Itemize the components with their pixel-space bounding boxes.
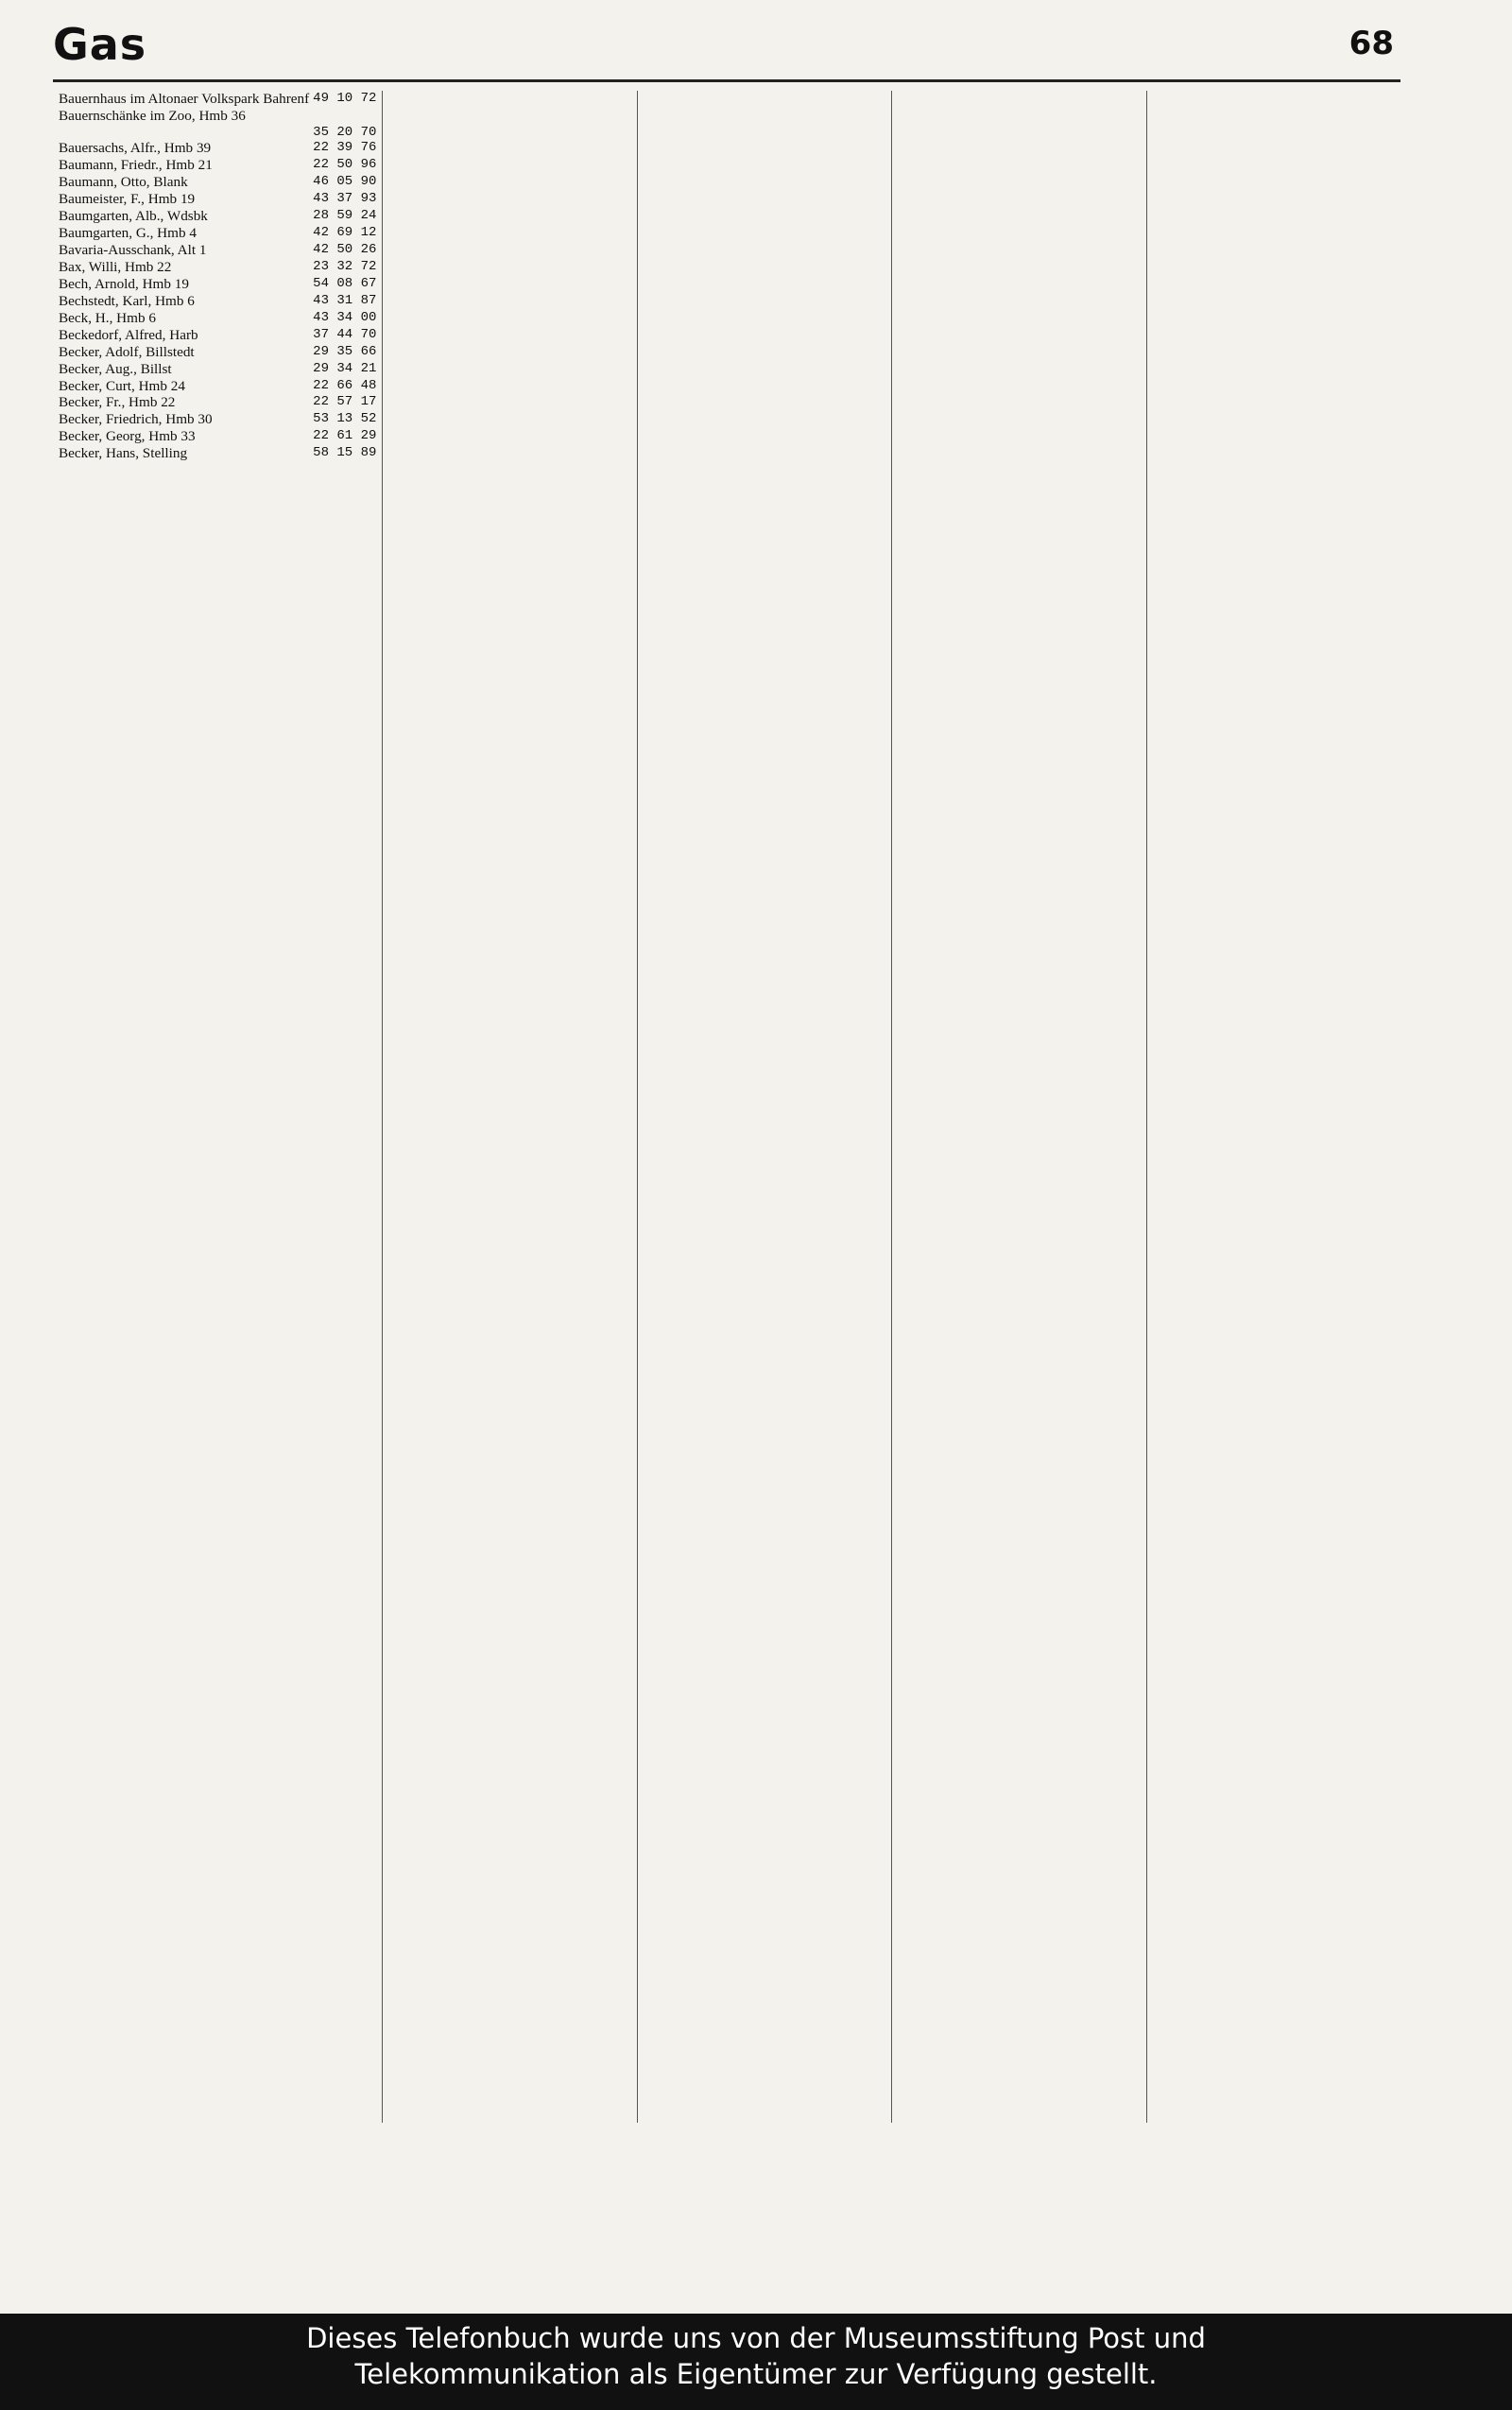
directory-entry [59,445,376,462]
entry-phone-number: 22 61 29 [313,428,377,444]
directory-entry [59,344,376,361]
directory-entry [59,108,376,140]
entry-phone-number: 43 31 87 [313,292,377,308]
entry-name: Baumann, Otto, Blank [59,174,188,191]
directory-entry [59,91,376,108]
entry-phone-number: 54 08 67 [313,275,377,291]
entry-phone-number: 43 34 00 [313,309,377,325]
directory-column-1 [53,91,382,2123]
entry-name: Bauernhaus im Altonaer Volkspark Bahrenf [59,91,310,107]
entry-name: Beck, H., Hmb 6 [59,309,156,326]
entry-name: Bauernschänke im Zoo, Hmb 36 [59,107,246,124]
entry-name: Beckedorf, Alfred, Harb [59,326,198,343]
header-rule [53,79,1400,82]
entry-name: Becker, Fr., Hmb 22 [59,394,176,411]
entry-phone-number: 22 57 17 [313,394,377,410]
entry-name: Bauersachs, Alfr., Hmb 39 [59,140,212,157]
footer-line-2: Telekommunikation als Eigentümer zur Verfügung gestellt. [354,2357,1158,2390]
ownership-footer [0,2314,1512,2410]
entry-phone-number: 37 44 70 [313,326,377,342]
directory-entry [59,411,376,428]
directory-entry [59,378,376,395]
directory-entry [59,242,376,259]
entry-name: Becker, Friedrich, Hmb 30 [59,411,213,428]
directory-entry [59,293,376,310]
entry-phone-number: 28 59 24 [313,208,377,224]
entry-name: Becker, Curt, Hmb 24 [59,377,185,394]
entry-name: Bax, Willi, Hmb 22 [59,258,172,275]
directory-entry [59,157,376,174]
directory-entry [59,394,376,411]
directory-entry [59,225,376,242]
directory-entry [59,361,376,378]
directory-column-3 [637,91,891,2123]
entry-phone-number: 23 32 72 [313,258,377,274]
entry-name: Baumann, Friedr., Hmb 21 [59,157,213,174]
entry-phone-number: 29 35 66 [313,343,377,359]
entry-phone-number: 42 69 12 [313,225,377,241]
entry-phone-number: 22 50 96 [313,157,377,173]
directory-entry [59,174,376,191]
directory-entry [59,259,376,276]
section-title: Gas [53,19,147,70]
entry-phone-number: 58 15 89 [313,445,377,461]
directory-column-2 [382,91,636,2123]
directory-entry [59,191,376,208]
directory-columns [53,91,1400,2123]
entry-phone-number: 42 50 26 [313,242,377,258]
entry-name: Baumgarten, G., Hmb 4 [59,225,197,242]
entry-phone-number: 22 66 48 [313,377,377,393]
directory-entry [59,208,376,225]
directory-column-5 [1146,91,1400,2123]
entry-phone-number: 46 05 90 [313,174,377,190]
directory-entry [59,327,376,344]
entry-phone-number: 22 39 76 [313,140,377,156]
entry-name: Baumgarten, Alb., Wdsbk [59,208,208,225]
directory-entry [59,428,376,445]
entry-name: Becker, Georg, Hmb 33 [59,428,196,445]
entry-name: Becker, Aug., Billst [59,360,172,377]
entry-phone-number: 49 10 72 [313,91,377,106]
entry-phone-number: 29 34 21 [313,360,377,376]
entry-phone-number: 43 37 93 [313,191,377,207]
directory-entry [59,140,376,157]
entry-name: Becker, Hans, Stelling [59,445,188,462]
entry-name: Baumeister, F., Hmb 19 [59,191,196,208]
entry-name: Bech, Arnold, Hmb 19 [59,275,189,292]
directory-entry [59,276,376,293]
page-number: 68 [1349,25,1394,62]
page-header [0,0,1512,85]
directory-column-4 [891,91,1145,2123]
entry-name: Becker, Adolf, Billstedt [59,343,195,360]
entry-phone-number: 53 13 52 [313,411,377,427]
entry-name: Bechstedt, Karl, Hmb 6 [59,292,195,309]
directory-entry [59,310,376,327]
entry-phone-number: 35 20 70 [313,124,377,140]
entry-name: Bavaria-Ausschank, Alt 1 [59,242,207,259]
footer-line-1: Dieses Telefonbuch wurde uns von der Museumsstiftung Post und [306,2322,1206,2354]
